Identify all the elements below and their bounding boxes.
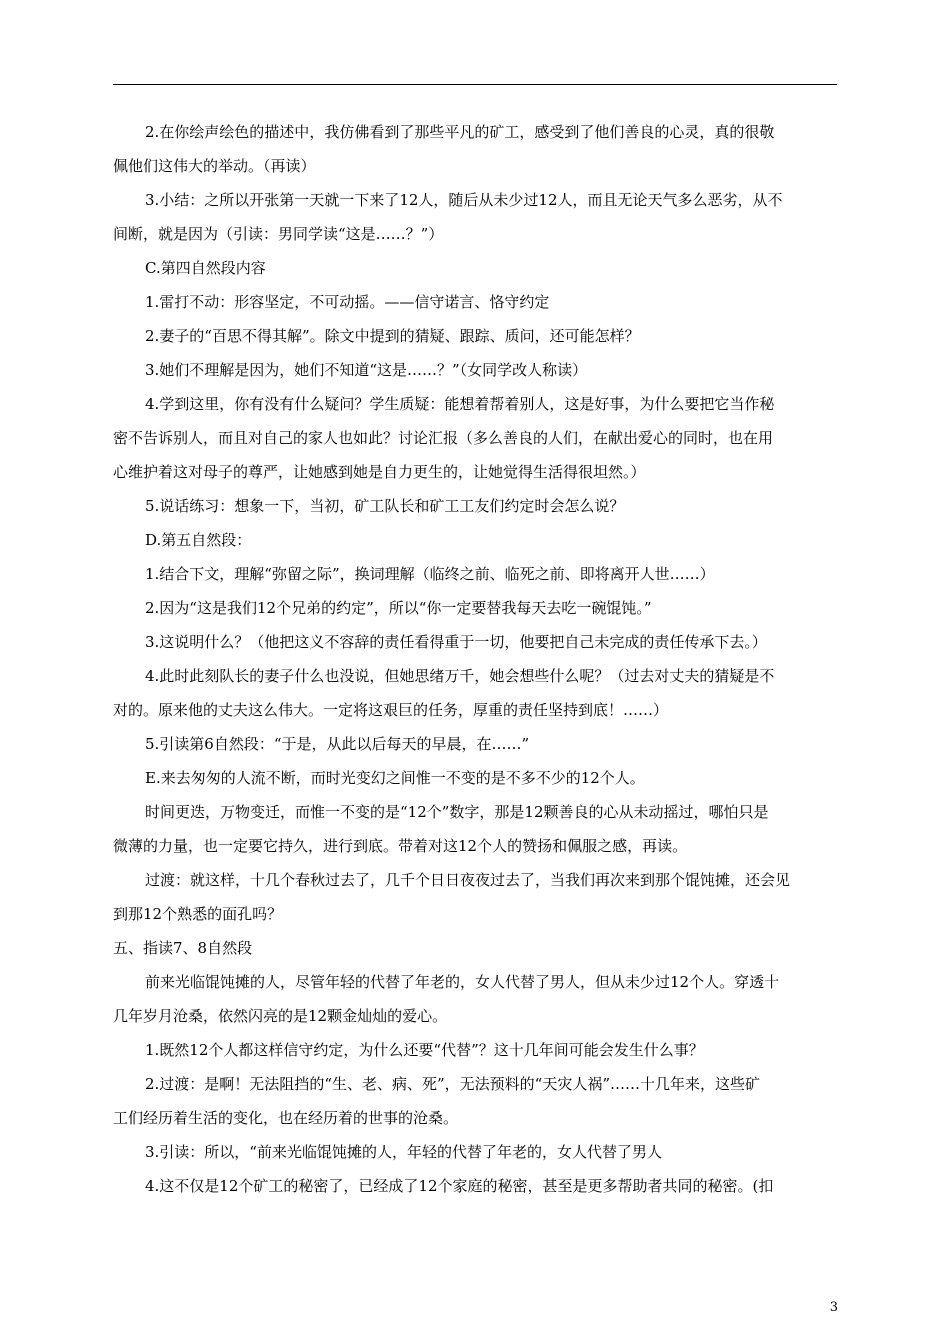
paragraph-line: 3.引读：所以，“前来光临馄饨摊的人，年轻的代替了年老的，女人代替了男人 xyxy=(145,1143,662,1161)
section-heading: 五、指读7、8自然段 xyxy=(113,939,253,957)
paragraph-line: 间断，就是因为（引读：男同学读“这是……？”） xyxy=(113,225,444,243)
paragraph-line: 5.说话练习：想象一下，当初，矿工队长和矿工工友们约定时会怎么说？ xyxy=(145,497,625,515)
paragraph-line: 4.这不仅是12个矿工的秘密了，已经成了12个家庭的秘密，甚至是更多帮助者共同的秘密。(扣 xyxy=(145,1177,774,1195)
page-number: 3 xyxy=(829,1300,838,1315)
paragraph-line: 佩他们这伟大的举动。（再读） xyxy=(113,157,316,175)
paragraph-line: 1.既然12个人都这样信守约定，为什么还要“代替”？这十几年间可能会发生什么事？ xyxy=(145,1041,704,1059)
section-heading: C.第四自然段内容 xyxy=(145,259,266,277)
paragraph-line: 3.她们不理解是因为，她们不知道“这是……？”（女同学改人称读） xyxy=(145,361,588,379)
paragraph-line: 2.过渡：是啊！无法阻挡的“生、老、病、死”，无法预料的“天灾人祸”……十几年来，这些矿 xyxy=(145,1075,760,1093)
paragraph-line: 3.这说明什么？（他把这义不容辞的责任看得重于一切，他要把自己未完成的责任传承下去。） xyxy=(145,633,767,651)
paragraph-line: 心维护着这对母子的尊严，让她感到她是自力更生的，让她觉得生活得很坦然。） xyxy=(113,463,646,481)
paragraph-line: 几年岁月沧桑，依然闪亮的是12颗金灿灿的爱心。 xyxy=(113,1007,448,1025)
paragraph-line: 5.引读第6自然段：“于是，从此以后每天的早晨，在……” xyxy=(145,735,530,753)
paragraph-line: 密不告诉别人，而且对自己的家人也如此？讨论汇报（多么善良的人们，在献出爱心的同时，也在用 xyxy=(113,429,774,447)
paragraph-line: 前来光临馄饨摊的人，尽管年轻的代替了年老的，女人代替了男人，但从未少过12个人。穿透十 xyxy=(145,973,780,991)
paragraph-line: 工们经历着生活的变化，也在经历着的世事的沧桑。 xyxy=(113,1109,459,1127)
paragraph-line: 1.雷打不动：形容坚定，不可动摇。——信守诺言、恪守约定 xyxy=(145,293,550,311)
paragraph-line: 时间更迭，万物变迁，而惟一不变的是“12个”数字，那是12颗善良的心从未动摇过，哪怕只是 xyxy=(145,803,769,821)
paragraph-line: 2.因为“这是我们12个兄弟的约定”，所以“你一定要替我每天去吃一碗馄饨。” xyxy=(145,599,652,617)
paragraph-line: 2.妻子的“百思不得其解”。除文中提到的猜疑、跟踪、质问，还可能怎样？ xyxy=(145,327,640,345)
paragraph-line: 4.学到这里，你有没有什么疑问？学生质疑：能想着帮着别人，这是好事，为什么要把它当作秘 xyxy=(145,395,775,413)
paragraph-line: 过渡：就这样，十几个春秋过去了，几千个日日夜夜过去了，当我们再次来到那个馄饨摊，还会见 xyxy=(145,871,791,889)
paragraph-line: 对的。原来他的丈夫这么伟大。一定将这艰巨的任务，厚重的责任坚持到底！……） xyxy=(113,701,669,719)
paragraph-line: 微薄的力量，也一定要它持久，进行到底。带着对这12个人的赞扬和佩服之感，再读。 xyxy=(113,837,688,855)
paragraph-line: 1.结合下文，理解“弥留之际”，换词理解（临终之前、临死之前、即将离开人世……） xyxy=(145,565,715,583)
paragraph-line: 到那12个熟悉的面孔吗？ xyxy=(113,905,283,923)
header-rule xyxy=(113,84,837,85)
paragraph-line: 3.小结：之所以开张第一天就一下来了12人，随后从未少过12人，而且无论天气多么恶劣，从不 xyxy=(145,191,783,209)
section-heading: E.来去匆匆的人流不断，而时光变幻之间惟一不变的是不多不少的12个人。 xyxy=(145,769,645,787)
paragraph-line: 2.在你绘声绘色的描述中，我仿佛看到了那些平凡的矿工，感受到了他们善良的心灵，真的很敬 xyxy=(145,123,775,141)
paragraph-line: 4.此时此刻队长的妻子什么也没说，但她思绪万千，她会想些什么呢？（过去对丈夫的猜疑是不 xyxy=(145,667,775,685)
section-heading: D.第五自然段： xyxy=(145,531,252,549)
